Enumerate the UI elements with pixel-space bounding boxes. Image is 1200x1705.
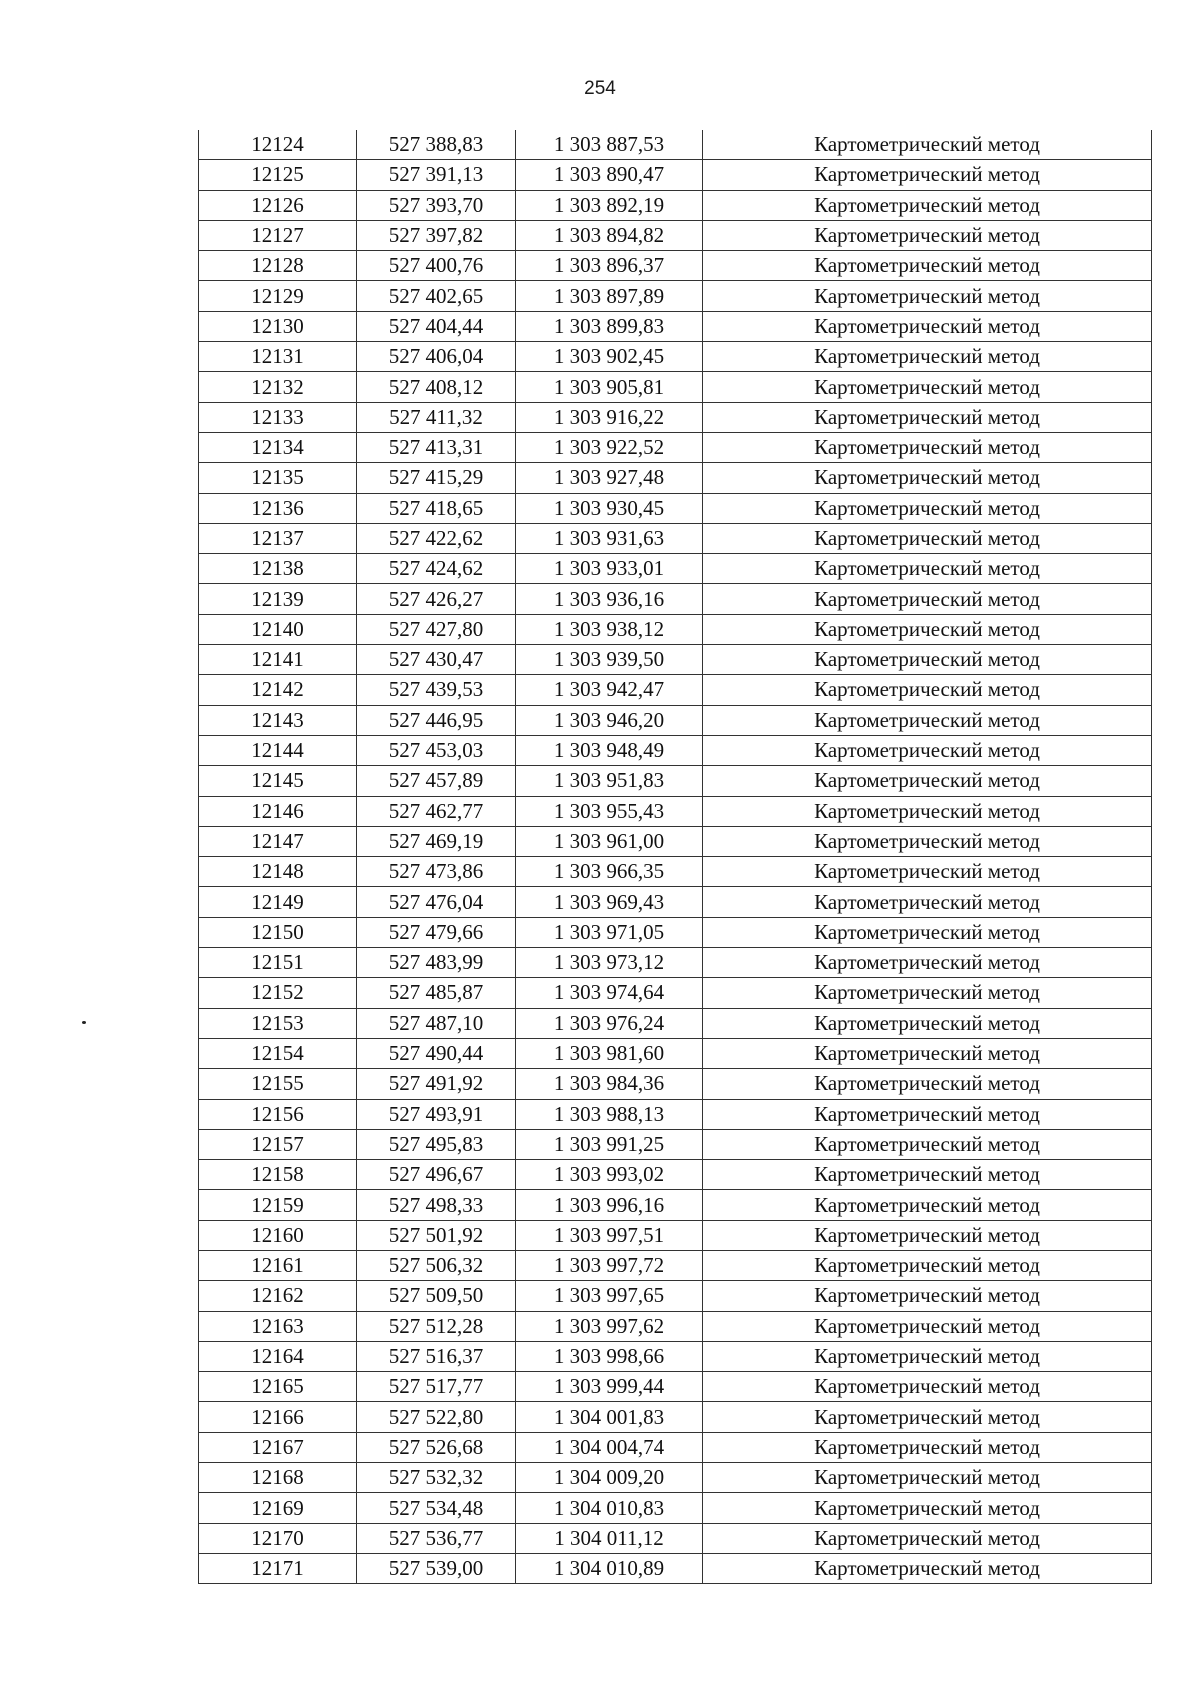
point-number-cell: 12125	[199, 160, 357, 190]
table-row	[199, 402, 1152, 432]
x-coordinate-cell: 527 400,76	[357, 251, 516, 281]
x-coordinate-cell: 527 418,65	[357, 493, 516, 523]
point-number-cell: 12130	[199, 311, 357, 341]
point-number-cell: 12127	[199, 220, 357, 250]
method-cell: Картометрический метод	[703, 160, 1152, 190]
x-coordinate-cell: 527 522,80	[357, 1402, 516, 1432]
point-number-cell: 12167	[199, 1432, 357, 1462]
y-coordinate-cell: 1 303 946,20	[516, 705, 703, 735]
table-row	[199, 735, 1152, 765]
method-cell: Картометрический метод	[703, 1099, 1152, 1129]
method-cell: Картометрический метод	[703, 584, 1152, 614]
y-coordinate-cell: 1 303 991,25	[516, 1129, 703, 1159]
table-row	[199, 1402, 1152, 1432]
method-cell: Картометрический метод	[703, 402, 1152, 432]
y-coordinate-cell: 1 303 966,35	[516, 857, 703, 887]
x-coordinate-cell: 527 495,83	[357, 1129, 516, 1159]
x-coordinate-cell: 527 483,99	[357, 948, 516, 978]
x-coordinate-cell: 527 439,53	[357, 675, 516, 705]
table-row	[199, 1190, 1152, 1220]
y-coordinate-cell: 1 303 997,51	[516, 1220, 703, 1250]
point-number-cell: 12156	[199, 1099, 357, 1129]
y-coordinate-cell: 1 303 976,24	[516, 1008, 703, 1038]
table-row	[199, 675, 1152, 705]
point-number-cell: 12137	[199, 523, 357, 553]
method-cell: Картометрический метод	[703, 1250, 1152, 1280]
method-cell: Картометрический метод	[703, 887, 1152, 917]
method-cell: Картометрический метод	[703, 1372, 1152, 1402]
point-number-cell: 12141	[199, 645, 357, 675]
x-coordinate-cell: 527 411,32	[357, 402, 516, 432]
table-row	[199, 917, 1152, 947]
y-coordinate-cell: 1 304 011,12	[516, 1523, 703, 1553]
y-coordinate-cell: 1 303 887,53	[516, 130, 703, 160]
y-coordinate-cell: 1 304 009,20	[516, 1463, 703, 1493]
y-coordinate-cell: 1 303 890,47	[516, 160, 703, 190]
x-coordinate-cell: 527 512,28	[357, 1311, 516, 1341]
point-number-cell: 12161	[199, 1250, 357, 1280]
point-number-cell: 12150	[199, 917, 357, 947]
method-cell: Картометрический метод	[703, 1008, 1152, 1038]
table-row	[199, 1311, 1152, 1341]
point-number-cell: 12142	[199, 675, 357, 705]
point-number-cell: 12134	[199, 432, 357, 462]
table-row	[199, 796, 1152, 826]
point-number-cell: 12164	[199, 1341, 357, 1371]
method-cell: Картометрический метод	[703, 1493, 1152, 1523]
x-coordinate-cell: 527 393,70	[357, 190, 516, 220]
point-number-cell: 12135	[199, 463, 357, 493]
x-coordinate-cell: 527 534,48	[357, 1493, 516, 1523]
table-row	[199, 1008, 1152, 1038]
method-cell: Картометрический метод	[703, 826, 1152, 856]
table-row	[199, 251, 1152, 281]
table-row	[199, 1129, 1152, 1159]
y-coordinate-cell: 1 303 896,37	[516, 251, 703, 281]
table-row	[199, 645, 1152, 675]
y-coordinate-cell: 1 304 001,83	[516, 1402, 703, 1432]
y-coordinate-cell: 1 303 948,49	[516, 735, 703, 765]
method-cell: Картометрический метод	[703, 1160, 1152, 1190]
table-row	[199, 826, 1152, 856]
x-coordinate-cell: 527 479,66	[357, 917, 516, 947]
method-cell: Картометрический метод	[703, 554, 1152, 584]
method-cell: Картометрический метод	[703, 645, 1152, 675]
table-row	[199, 705, 1152, 735]
x-coordinate-cell: 527 427,80	[357, 614, 516, 644]
y-coordinate-cell: 1 303 993,02	[516, 1160, 703, 1190]
x-coordinate-cell: 527 404,44	[357, 311, 516, 341]
y-coordinate-cell: 1 303 939,50	[516, 645, 703, 675]
table-row	[199, 463, 1152, 493]
method-cell: Картометрический метод	[703, 1190, 1152, 1220]
y-coordinate-cell: 1 303 933,01	[516, 554, 703, 584]
x-coordinate-cell: 527 501,92	[357, 1220, 516, 1250]
table-row	[199, 130, 1152, 160]
table-row	[199, 1341, 1152, 1371]
method-cell: Картометрический метод	[703, 523, 1152, 553]
x-coordinate-cell: 527 498,33	[357, 1190, 516, 1220]
x-coordinate-cell: 527 473,86	[357, 857, 516, 887]
method-cell: Картометрический метод	[703, 281, 1152, 311]
table-row	[199, 1160, 1152, 1190]
y-coordinate-cell: 1 303 936,16	[516, 584, 703, 614]
x-coordinate-cell: 527 469,19	[357, 826, 516, 856]
table-row	[199, 311, 1152, 341]
coordinates-table	[198, 130, 1152, 1584]
table-row	[199, 1493, 1152, 1523]
point-number-cell: 12136	[199, 493, 357, 523]
y-coordinate-cell: 1 303 902,45	[516, 342, 703, 372]
y-coordinate-cell: 1 303 905,81	[516, 372, 703, 402]
x-coordinate-cell: 527 493,91	[357, 1099, 516, 1129]
x-coordinate-cell: 527 496,67	[357, 1160, 516, 1190]
x-coordinate-cell: 527 413,31	[357, 432, 516, 462]
x-coordinate-cell: 527 506,32	[357, 1250, 516, 1280]
method-cell: Картометрический метод	[703, 1553, 1152, 1583]
y-coordinate-cell: 1 303 974,64	[516, 978, 703, 1008]
page-number: 254	[584, 78, 616, 99]
point-number-cell: 12126	[199, 190, 357, 220]
x-coordinate-cell: 527 422,62	[357, 523, 516, 553]
table-row	[199, 1099, 1152, 1129]
y-coordinate-cell: 1 303 892,19	[516, 190, 703, 220]
point-number-cell: 12165	[199, 1372, 357, 1402]
method-cell: Картометрический метод	[703, 130, 1152, 160]
method-cell: Картометрический метод	[703, 1523, 1152, 1553]
method-cell: Картометрический метод	[703, 766, 1152, 796]
y-coordinate-cell: 1 304 010,83	[516, 1493, 703, 1523]
point-number-cell: 12152	[199, 978, 357, 1008]
table-row	[199, 1523, 1152, 1553]
y-coordinate-cell: 1 303 894,82	[516, 220, 703, 250]
method-cell: Картометрический метод	[703, 857, 1152, 887]
x-coordinate-cell: 527 476,04	[357, 887, 516, 917]
point-number-cell: 12166	[199, 1402, 357, 1432]
y-coordinate-cell: 1 303 981,60	[516, 1038, 703, 1068]
y-coordinate-cell: 1 303 916,22	[516, 402, 703, 432]
y-coordinate-cell: 1 303 998,66	[516, 1341, 703, 1371]
x-coordinate-cell: 527 491,92	[357, 1069, 516, 1099]
method-cell: Картометрический метод	[703, 1402, 1152, 1432]
point-number-cell: 12169	[199, 1493, 357, 1523]
x-coordinate-cell: 527 408,12	[357, 372, 516, 402]
method-cell: Картометрический метод	[703, 1432, 1152, 1462]
point-number-cell: 12162	[199, 1281, 357, 1311]
x-coordinate-cell: 527 406,04	[357, 342, 516, 372]
table-row	[199, 1463, 1152, 1493]
method-cell: Картометрический метод	[703, 675, 1152, 705]
method-cell: Картометрический метод	[703, 735, 1152, 765]
point-number-cell: 12170	[199, 1523, 357, 1553]
method-cell: Картометрический метод	[703, 463, 1152, 493]
y-coordinate-cell: 1 303 988,13	[516, 1099, 703, 1129]
x-coordinate-cell: 527 490,44	[357, 1038, 516, 1068]
x-coordinate-cell: 527 446,95	[357, 705, 516, 735]
x-coordinate-cell: 527 462,77	[357, 796, 516, 826]
point-number-cell: 12139	[199, 584, 357, 614]
point-number-cell: 12149	[199, 887, 357, 917]
table-row	[199, 978, 1152, 1008]
y-coordinate-cell: 1 303 984,36	[516, 1069, 703, 1099]
table-row	[199, 1553, 1152, 1583]
point-number-cell: 12157	[199, 1129, 357, 1159]
x-coordinate-cell: 527 402,65	[357, 281, 516, 311]
table-row	[199, 766, 1152, 796]
x-coordinate-cell: 527 457,89	[357, 766, 516, 796]
y-coordinate-cell: 1 303 996,16	[516, 1190, 703, 1220]
point-number-cell: 12153	[199, 1008, 357, 1038]
table-row	[199, 281, 1152, 311]
x-coordinate-cell: 527 424,62	[357, 554, 516, 584]
y-coordinate-cell: 1 303 899,83	[516, 311, 703, 341]
coordinates-table-body	[199, 130, 1152, 1584]
y-coordinate-cell: 1 303 942,47	[516, 675, 703, 705]
x-coordinate-cell: 527 397,82	[357, 220, 516, 250]
point-number-cell: 12146	[199, 796, 357, 826]
method-cell: Картометрический метод	[703, 978, 1152, 1008]
point-number-cell: 12124	[199, 130, 357, 160]
x-coordinate-cell: 527 487,10	[357, 1008, 516, 1038]
table-row	[199, 948, 1152, 978]
table-row	[199, 1069, 1152, 1099]
table-row	[199, 1281, 1152, 1311]
table-row	[199, 220, 1152, 250]
y-coordinate-cell: 1 303 897,89	[516, 281, 703, 311]
y-coordinate-cell: 1 303 931,63	[516, 523, 703, 553]
method-cell: Картометрический метод	[703, 796, 1152, 826]
point-number-cell: 12140	[199, 614, 357, 644]
method-cell: Картометрический метод	[703, 493, 1152, 523]
method-cell: Картометрический метод	[703, 1069, 1152, 1099]
point-number-cell: 12148	[199, 857, 357, 887]
x-coordinate-cell: 527 415,29	[357, 463, 516, 493]
x-coordinate-cell: 527 430,47	[357, 645, 516, 675]
x-coordinate-cell: 527 388,83	[357, 130, 516, 160]
y-coordinate-cell: 1 303 927,48	[516, 463, 703, 493]
y-coordinate-cell: 1 303 930,45	[516, 493, 703, 523]
method-cell: Картометрический метод	[703, 220, 1152, 250]
table-row	[199, 887, 1152, 917]
method-cell: Картометрический метод	[703, 342, 1152, 372]
table-row	[199, 857, 1152, 887]
x-coordinate-cell: 527 426,27	[357, 584, 516, 614]
point-number-cell: 12171	[199, 1553, 357, 1583]
y-coordinate-cell: 1 303 922,52	[516, 432, 703, 462]
table-row	[199, 1250, 1152, 1280]
point-number-cell: 12132	[199, 372, 357, 402]
method-cell: Картометрический метод	[703, 1038, 1152, 1068]
table-row	[199, 1432, 1152, 1462]
x-coordinate-cell: 527 532,32	[357, 1463, 516, 1493]
x-coordinate-cell: 527 517,77	[357, 1372, 516, 1402]
point-number-cell: 12159	[199, 1190, 357, 1220]
table-row	[199, 160, 1152, 190]
x-coordinate-cell: 527 516,37	[357, 1341, 516, 1371]
point-number-cell: 12145	[199, 766, 357, 796]
table-row	[199, 190, 1152, 220]
method-cell: Картометрический метод	[703, 372, 1152, 402]
y-coordinate-cell: 1 303 961,00	[516, 826, 703, 856]
method-cell: Картометрический метод	[703, 948, 1152, 978]
point-number-cell: 12155	[199, 1069, 357, 1099]
x-coordinate-cell: 527 526,68	[357, 1432, 516, 1462]
x-coordinate-cell: 527 391,13	[357, 160, 516, 190]
y-coordinate-cell: 1 303 938,12	[516, 614, 703, 644]
table-row	[199, 372, 1152, 402]
table-row	[199, 1372, 1152, 1402]
method-cell: Картометрический метод	[703, 1463, 1152, 1493]
point-number-cell: 12154	[199, 1038, 357, 1068]
table-row	[199, 554, 1152, 584]
method-cell: Картометрический метод	[703, 1341, 1152, 1371]
method-cell: Картометрический метод	[703, 614, 1152, 644]
table-row	[199, 1220, 1152, 1250]
method-cell: Картометрический метод	[703, 917, 1152, 947]
x-coordinate-cell: 527 536,77	[357, 1523, 516, 1553]
y-coordinate-cell: 1 303 997,72	[516, 1250, 703, 1280]
method-cell: Картометрический метод	[703, 251, 1152, 281]
point-number-cell: 12128	[199, 251, 357, 281]
y-coordinate-cell: 1 303 955,43	[516, 796, 703, 826]
point-number-cell: 12129	[199, 281, 357, 311]
y-coordinate-cell: 1 303 973,12	[516, 948, 703, 978]
method-cell: Картометрический метод	[703, 1281, 1152, 1311]
point-number-cell: 12158	[199, 1160, 357, 1190]
method-cell: Картометрический метод	[703, 1129, 1152, 1159]
table-row	[199, 614, 1152, 644]
table-row	[199, 523, 1152, 553]
x-coordinate-cell: 527 509,50	[357, 1281, 516, 1311]
method-cell: Картометрический метод	[703, 1311, 1152, 1341]
x-coordinate-cell: 527 453,03	[357, 735, 516, 765]
y-coordinate-cell: 1 303 997,65	[516, 1281, 703, 1311]
point-number-cell: 12138	[199, 554, 357, 584]
table-row	[199, 493, 1152, 523]
point-number-cell: 12143	[199, 705, 357, 735]
table-row	[199, 432, 1152, 462]
method-cell: Картометрический метод	[703, 432, 1152, 462]
table-row	[199, 342, 1152, 372]
y-coordinate-cell: 1 303 969,43	[516, 887, 703, 917]
point-number-cell: 12168	[199, 1463, 357, 1493]
y-coordinate-cell: 1 303 951,83	[516, 766, 703, 796]
y-coordinate-cell: 1 303 997,62	[516, 1311, 703, 1341]
point-number-cell: 12151	[199, 948, 357, 978]
point-number-cell: 12133	[199, 402, 357, 432]
x-coordinate-cell: 527 485,87	[357, 978, 516, 1008]
y-coordinate-cell: 1 303 999,44	[516, 1372, 703, 1402]
point-number-cell: 12147	[199, 826, 357, 856]
point-number-cell: 12163	[199, 1311, 357, 1341]
y-coordinate-cell: 1 303 971,05	[516, 917, 703, 947]
scan-speck	[82, 1021, 86, 1024]
point-number-cell: 12131	[199, 342, 357, 372]
y-coordinate-cell: 1 304 010,89	[516, 1553, 703, 1583]
table-row	[199, 584, 1152, 614]
point-number-cell: 12160	[199, 1220, 357, 1250]
method-cell: Картометрический метод	[703, 311, 1152, 341]
method-cell: Картометрический метод	[703, 705, 1152, 735]
method-cell: Картометрический метод	[703, 1220, 1152, 1250]
method-cell: Картометрический метод	[703, 190, 1152, 220]
y-coordinate-cell: 1 304 004,74	[516, 1432, 703, 1462]
point-number-cell: 12144	[199, 735, 357, 765]
table-row	[199, 1038, 1152, 1068]
x-coordinate-cell: 527 539,00	[357, 1553, 516, 1583]
